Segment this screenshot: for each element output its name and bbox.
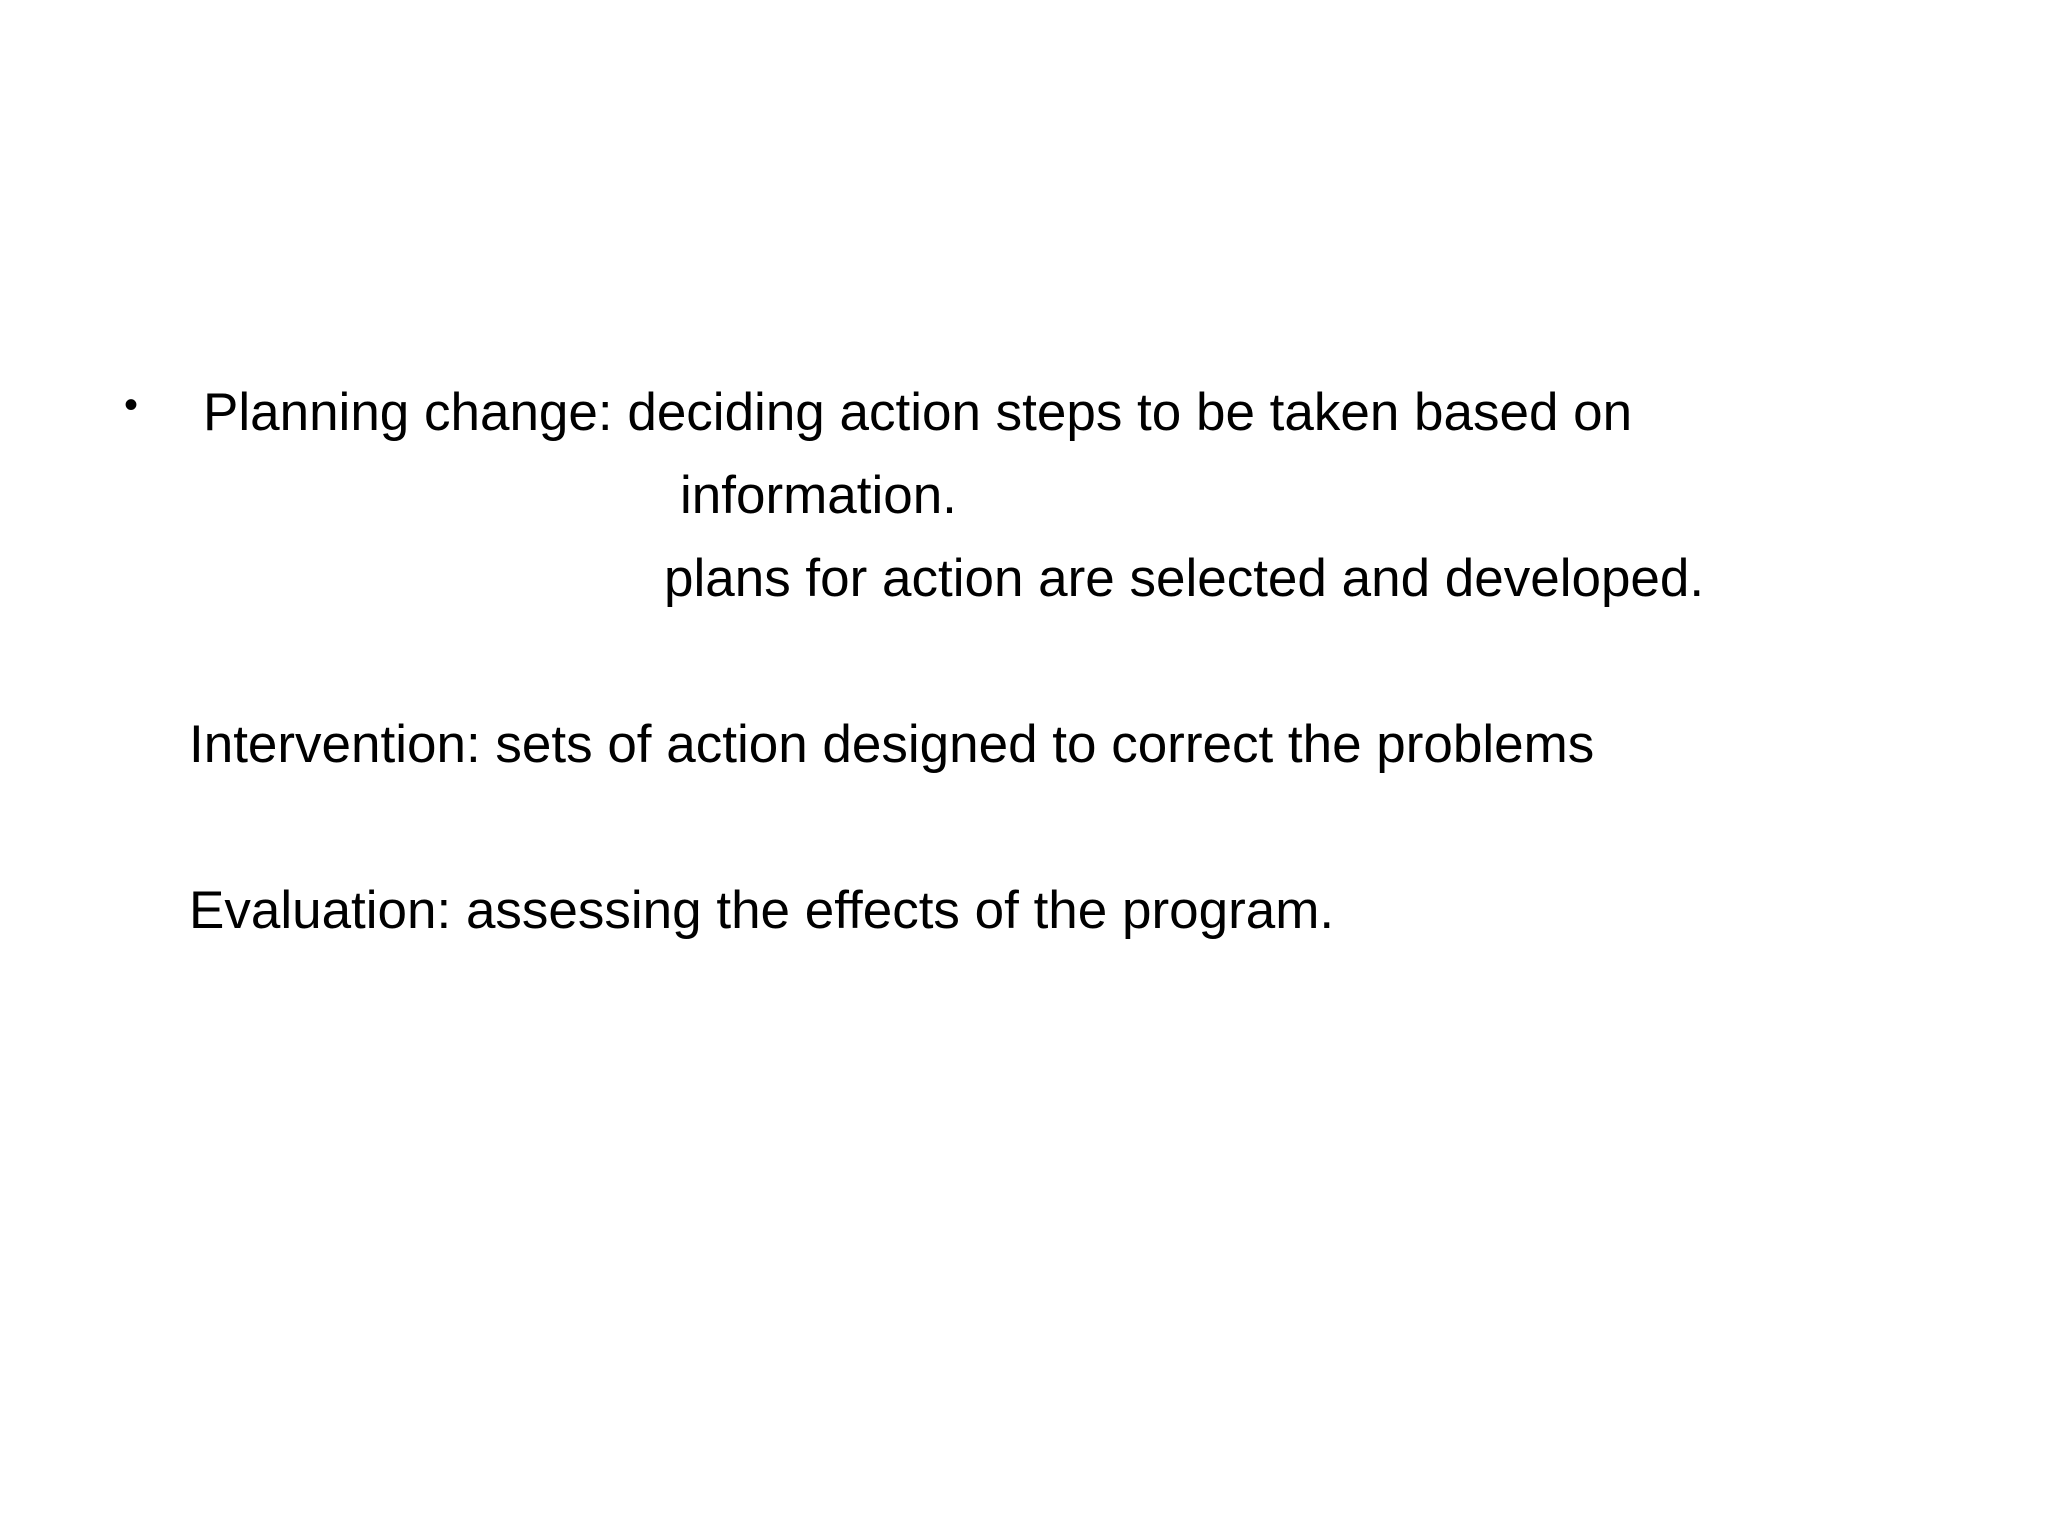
planning-change-detail: plans for action are selected and developed.: [664, 549, 1705, 608]
evaluation-line: Evaluation: assessing the effects of the program.: [189, 881, 1335, 940]
planning-change-line: Planning change: deciding action steps to be taken based on: [203, 383, 1633, 442]
planning-change-continuation: information.: [680, 466, 957, 525]
bullet-point: •: [124, 383, 139, 427]
intervention-line: Intervention: sets of action designed to correct the problems: [189, 715, 1595, 774]
